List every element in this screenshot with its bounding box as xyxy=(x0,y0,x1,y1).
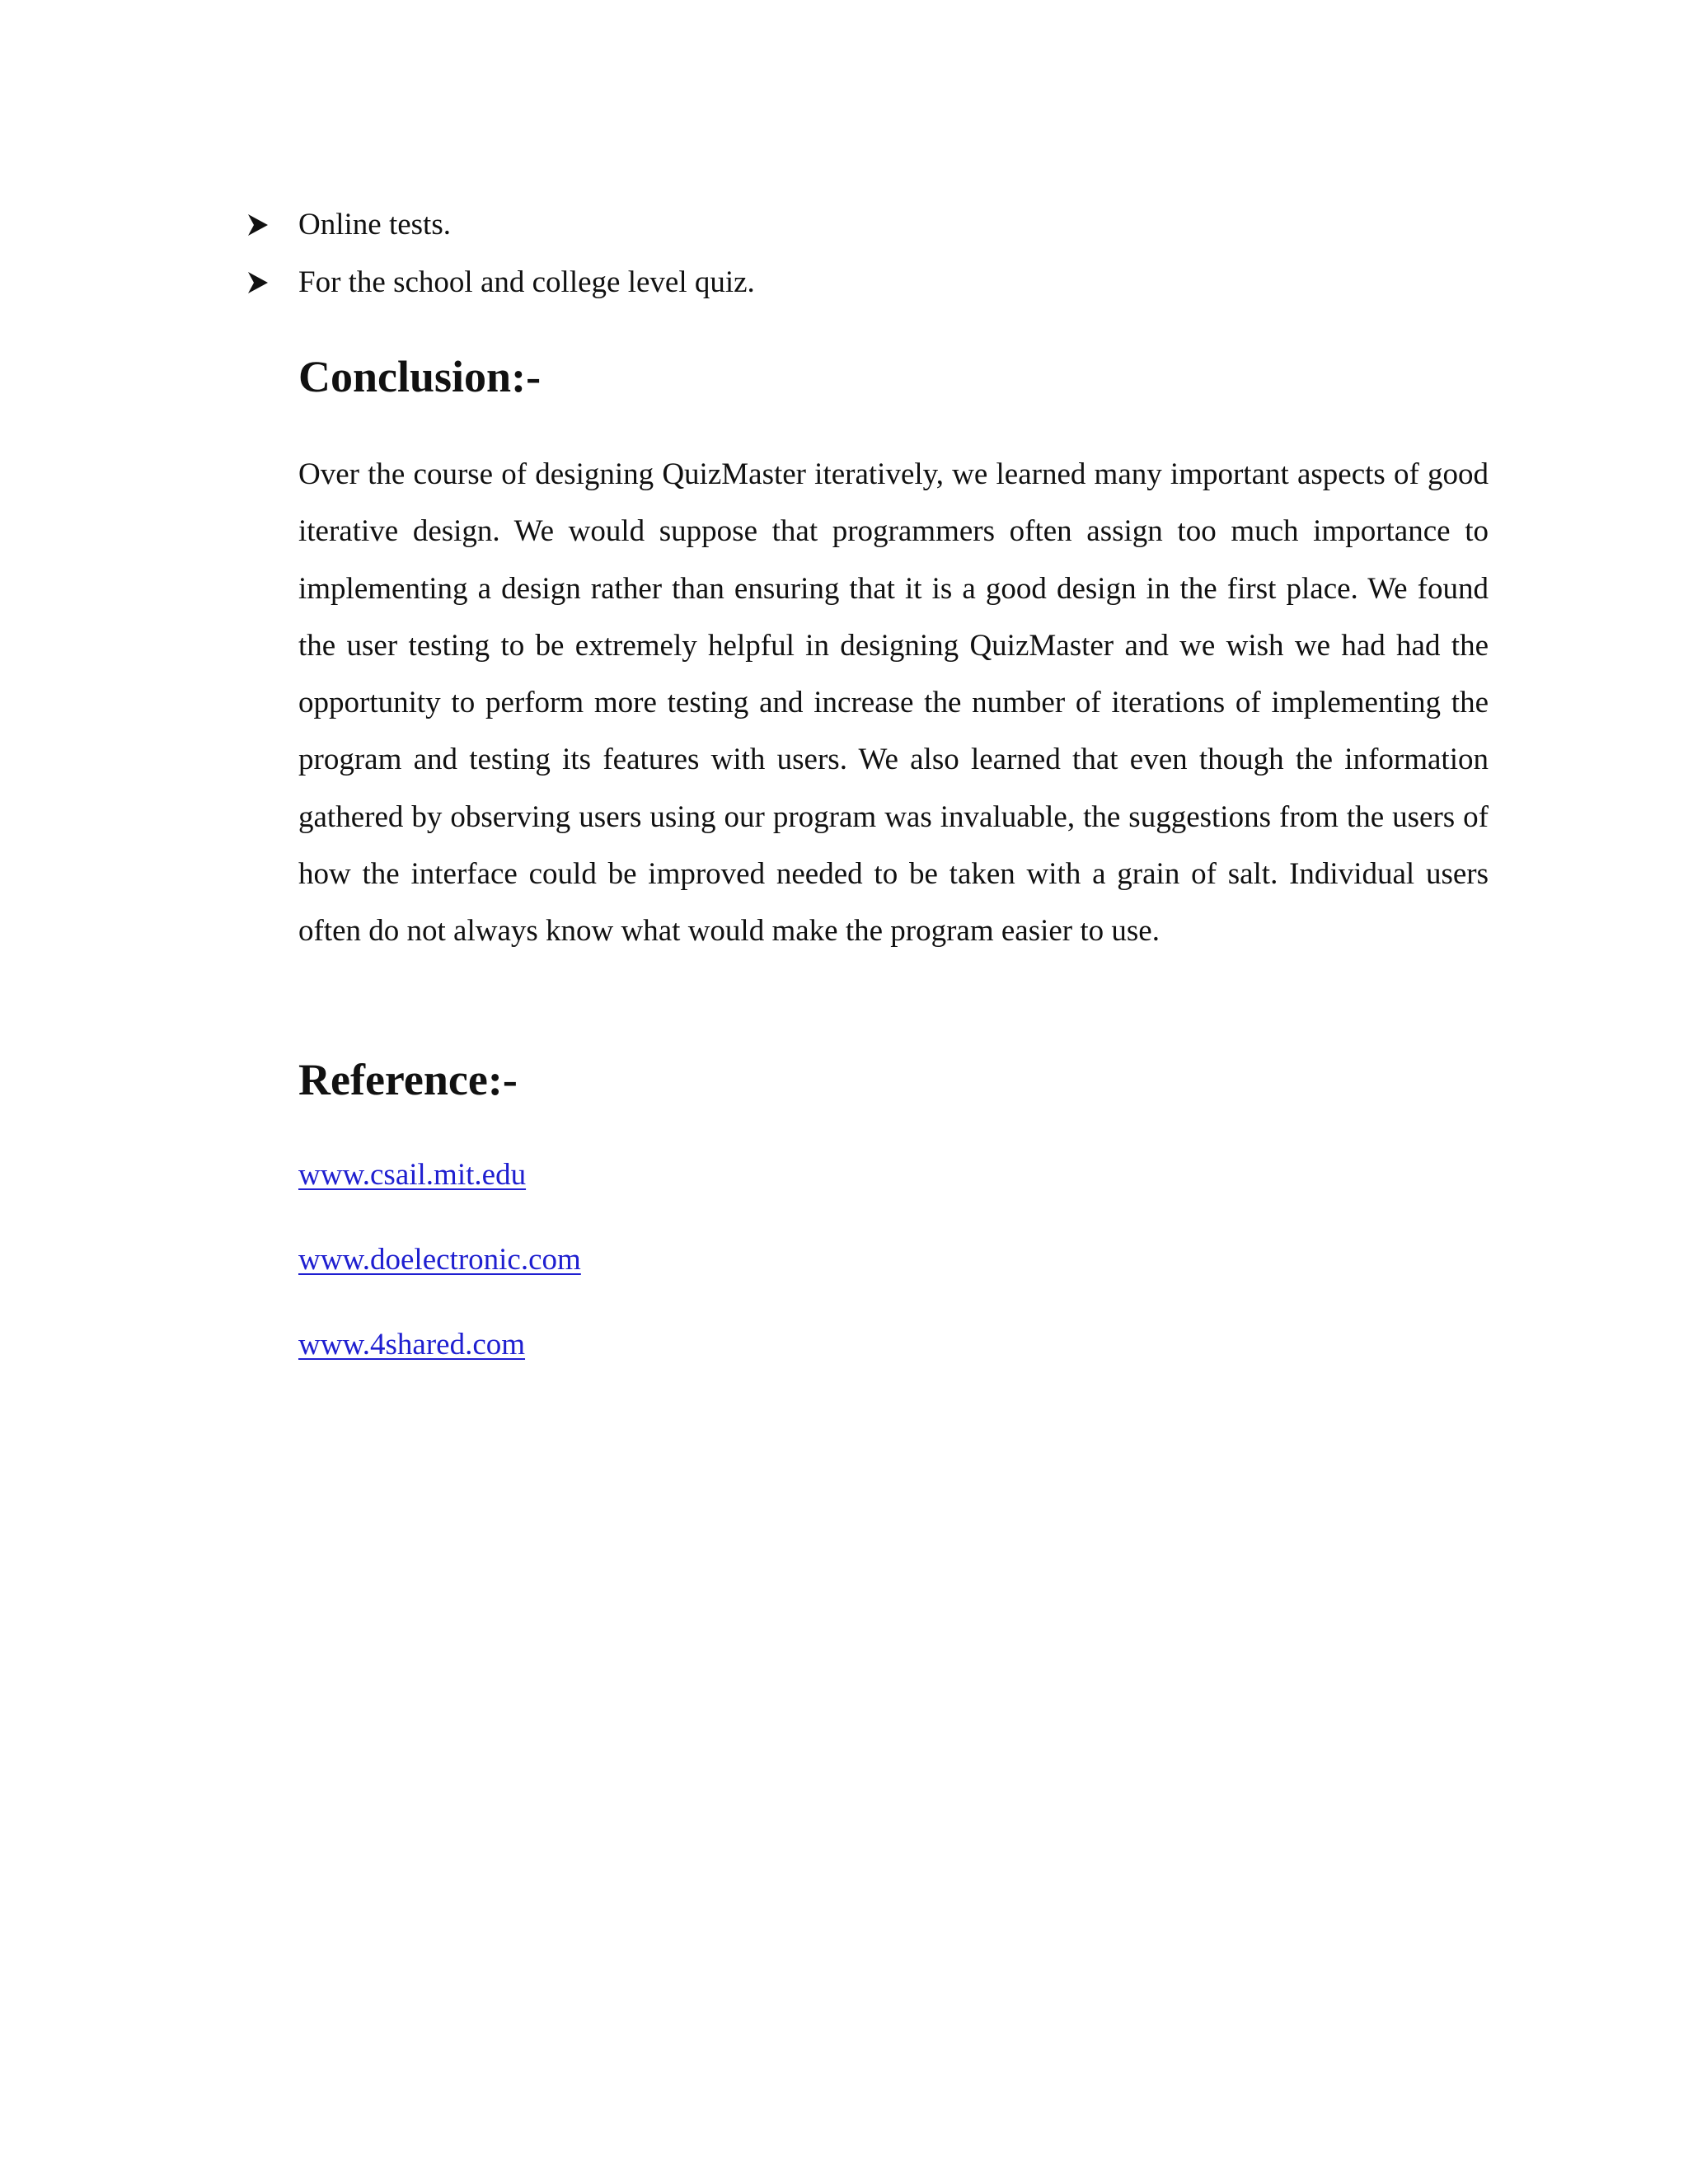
arrowhead-bullet-icon xyxy=(247,271,298,294)
conclusion-paragraph: Over the course of designing QuizMaster iteratively, we learned many important aspects of good iterative design. We would suppose that programmers often assign too much importance to implementing a design rather than ensuring that it is a good design in the first place. We found the user testing to be extremely helpful in designing QuizMaster and we wish we had had the opportunity to perform more testing and increase the number of iterations of implementing the program and testing its features with users. We also learned that even though the information gathered by observing users using our program was invaluable, the suggestions from the users of how the interface could be improved needed to be taken with a grain of salt. Individual users often do not always know what would make the program easier to use. xyxy=(298,457,1489,949)
reference-list xyxy=(298,1154,581,1408)
reference-heading: Reference:- xyxy=(298,1055,518,1104)
reference-link[interactable]: www.csail.mit.edu xyxy=(298,1158,527,1192)
bullet-item xyxy=(247,254,1484,312)
arrowhead-bullet-icon xyxy=(247,213,298,237)
reference-link[interactable]: www.4shared.com xyxy=(298,1328,526,1361)
reference-item xyxy=(298,1154,581,1239)
reference-item xyxy=(298,1324,581,1408)
conclusion-heading: Conclusion:- xyxy=(298,352,542,401)
bullet-text: Online tests. xyxy=(298,208,451,241)
reference-item xyxy=(298,1239,581,1324)
bullet-text: For the school and college level quiz. xyxy=(298,265,755,299)
bullet-list xyxy=(247,196,1484,312)
reference-link[interactable]: www.doelectronic.com xyxy=(298,1243,581,1277)
bullet-item xyxy=(247,196,1484,254)
